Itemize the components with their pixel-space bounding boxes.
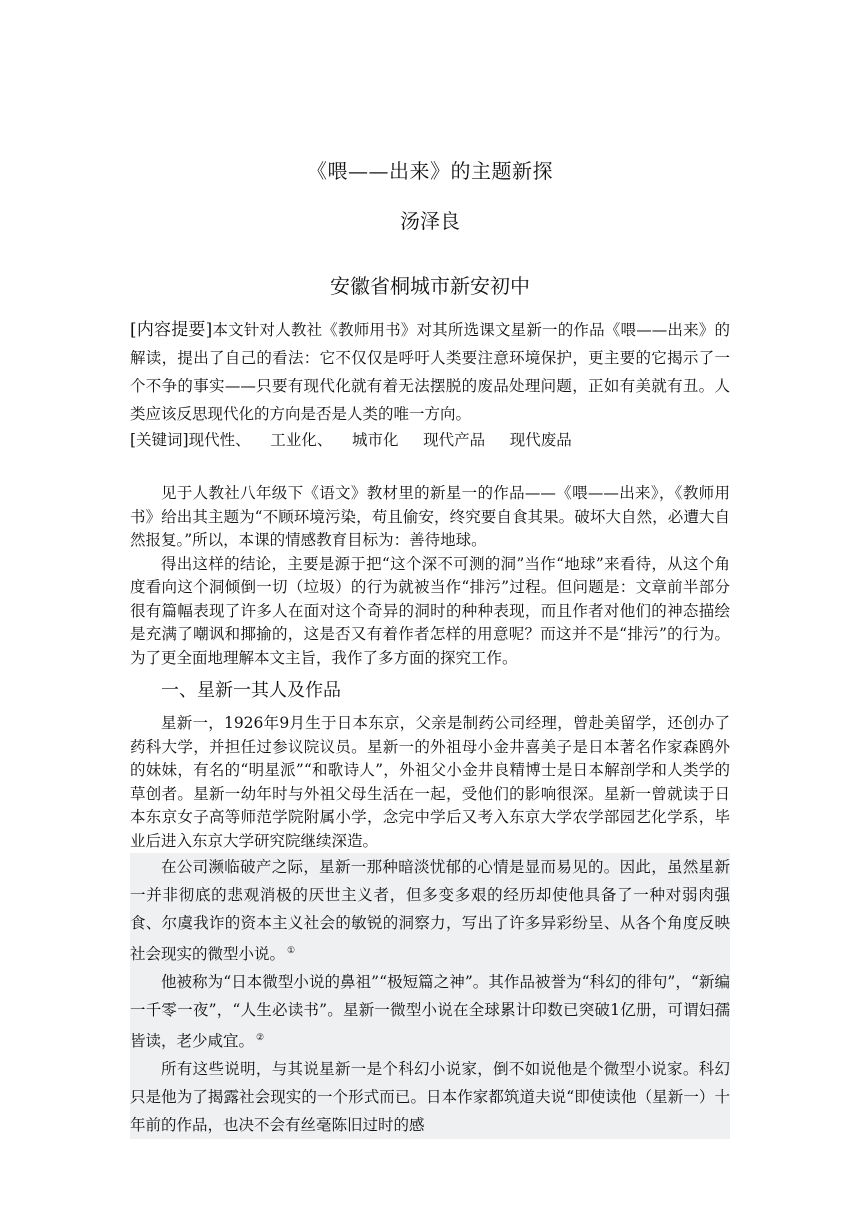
section-paragraph-2	[130, 853, 730, 968]
abstract-text: 本文针对人教社《教师用书》对其所选课文星新一的作品《喂——出来》的解读，提出了自己的看法：它不仅仅是呼吁人类要注意环境保护，更主要的它揭示了一个不争的事实——只要有现代化就有着无法摆脱的废品处理问题，正如有美就有丑。人类应该反思现代化的方向是否是人类的唯一方向。	[130, 321, 730, 423]
keywords	[130, 428, 730, 452]
section-paragraph-2-text: 在公司濒临破产之际，星新一那种暗淡忧郁的心情是显而易见的。因此，虽然星新一并非彻底的悲观消极的厌世主义者，但多变多艰的经历却使他具备了一种对弱肉强食、尔虞我诈的资本主义社会的敏锐的洞察力，写出了许多异彩纷呈、从各个角度反映社会现实的微型小说。	[130, 858, 730, 964]
document-body	[130, 316, 730, 1139]
keywords-text: 现代性、 工业化、 城市化 现代产品 现代废品	[188, 431, 572, 449]
section-paragraph-4	[130, 1055, 730, 1139]
intro-paragraph-2: 得出这样的结论，主要是源于把“这个深不可测的洞”当作“地球”来看待，从这个角度看向这个洞倾倒一切（垃圾）的行为就被当作“排污”过程。但问题是：文章前半部分很有篇幅表现了许多人在面对这个奇异的洞时的种种表现，而且作者对他们的神态描绘是充满了嘲讽和揶揄的，这是否又有着作者怎样的用意呢？而这并不是“排污”的行为。为了更全面地理解本文主旨，我作了多方面的探究工作。	[130, 554, 730, 667]
footnote-marker-1[interactable]: ①	[287, 946, 296, 956]
author-name: 汤泽良	[400, 209, 460, 233]
section-heading: 一、星新一其人及作品	[161, 680, 341, 701]
section-paragraph-3	[130, 968, 730, 1055]
section-paragraph-4-text: 所有这些说明，与其说星新一是个科幻小说家，倒不如说他是个微型小说家。科幻只是他为了揭露社会现实的一个形式而已。日本作家都筑道夫说“即使读他（星新一）十年前的作品，也决不会有丝毫陈旧过时的感	[130, 1060, 730, 1135]
abstract-label: [内容提要]	[130, 320, 213, 340]
footnote-marker-2[interactable]: ②	[256, 1033, 265, 1044]
abstract	[130, 316, 730, 428]
page-title: 《喂——出来》的主题新探	[307, 159, 553, 183]
spacer	[130, 452, 730, 482]
section-paragraph-3-text: 他被称为“日本微型小说的鼻祖”“极短篇之神”。其作品被誉为“科幻的徘句”，“新编一千零一夜”，“人生必读书”。星新一微型小说在全球累计印数已突破1亿册，可谓妇孺皆读，老少咸宜。	[130, 973, 730, 1051]
author-affiliation: 安徽省桐城市新安初中	[330, 274, 530, 298]
section-paragraph-1-text: 星新一，1926年9月生于日本东京，父亲是制药公司经理，曾赴美留学，还创办了药科大学，并担任过参议院议员。星新一的外祖母小金井喜美子是日本著名作家森鸥外的妹妹，有名的“明星派”“和歌诗人”，外祖父小金井良精博士是日本解剖学和人类学的草创者。星新一幼年时与外祖父母生活在一起，受他们的影响很深。星新一曾就读于日本东京女子高等师范学院附属小学，念完中学后又考入东京大学农学部园艺化学系，毕业后进入东京大学研究院继续深造。	[130, 714, 730, 850]
section-paragraph-1	[130, 712, 730, 853]
keywords-label: [关键词]	[130, 431, 189, 449]
shaded-block	[130, 853, 730, 1139]
intro-paragraph-1: 见于人教社八年级下《语文》教材里的新星一的作品——《喂——出来》，《教师用书》给出其主题为“不顾环境污染，苟且偷安，终究要自食其果。破坏大自然，必遭大自然报复。”所以，本课的情感教育目标为：善待地球。	[130, 484, 730, 549]
